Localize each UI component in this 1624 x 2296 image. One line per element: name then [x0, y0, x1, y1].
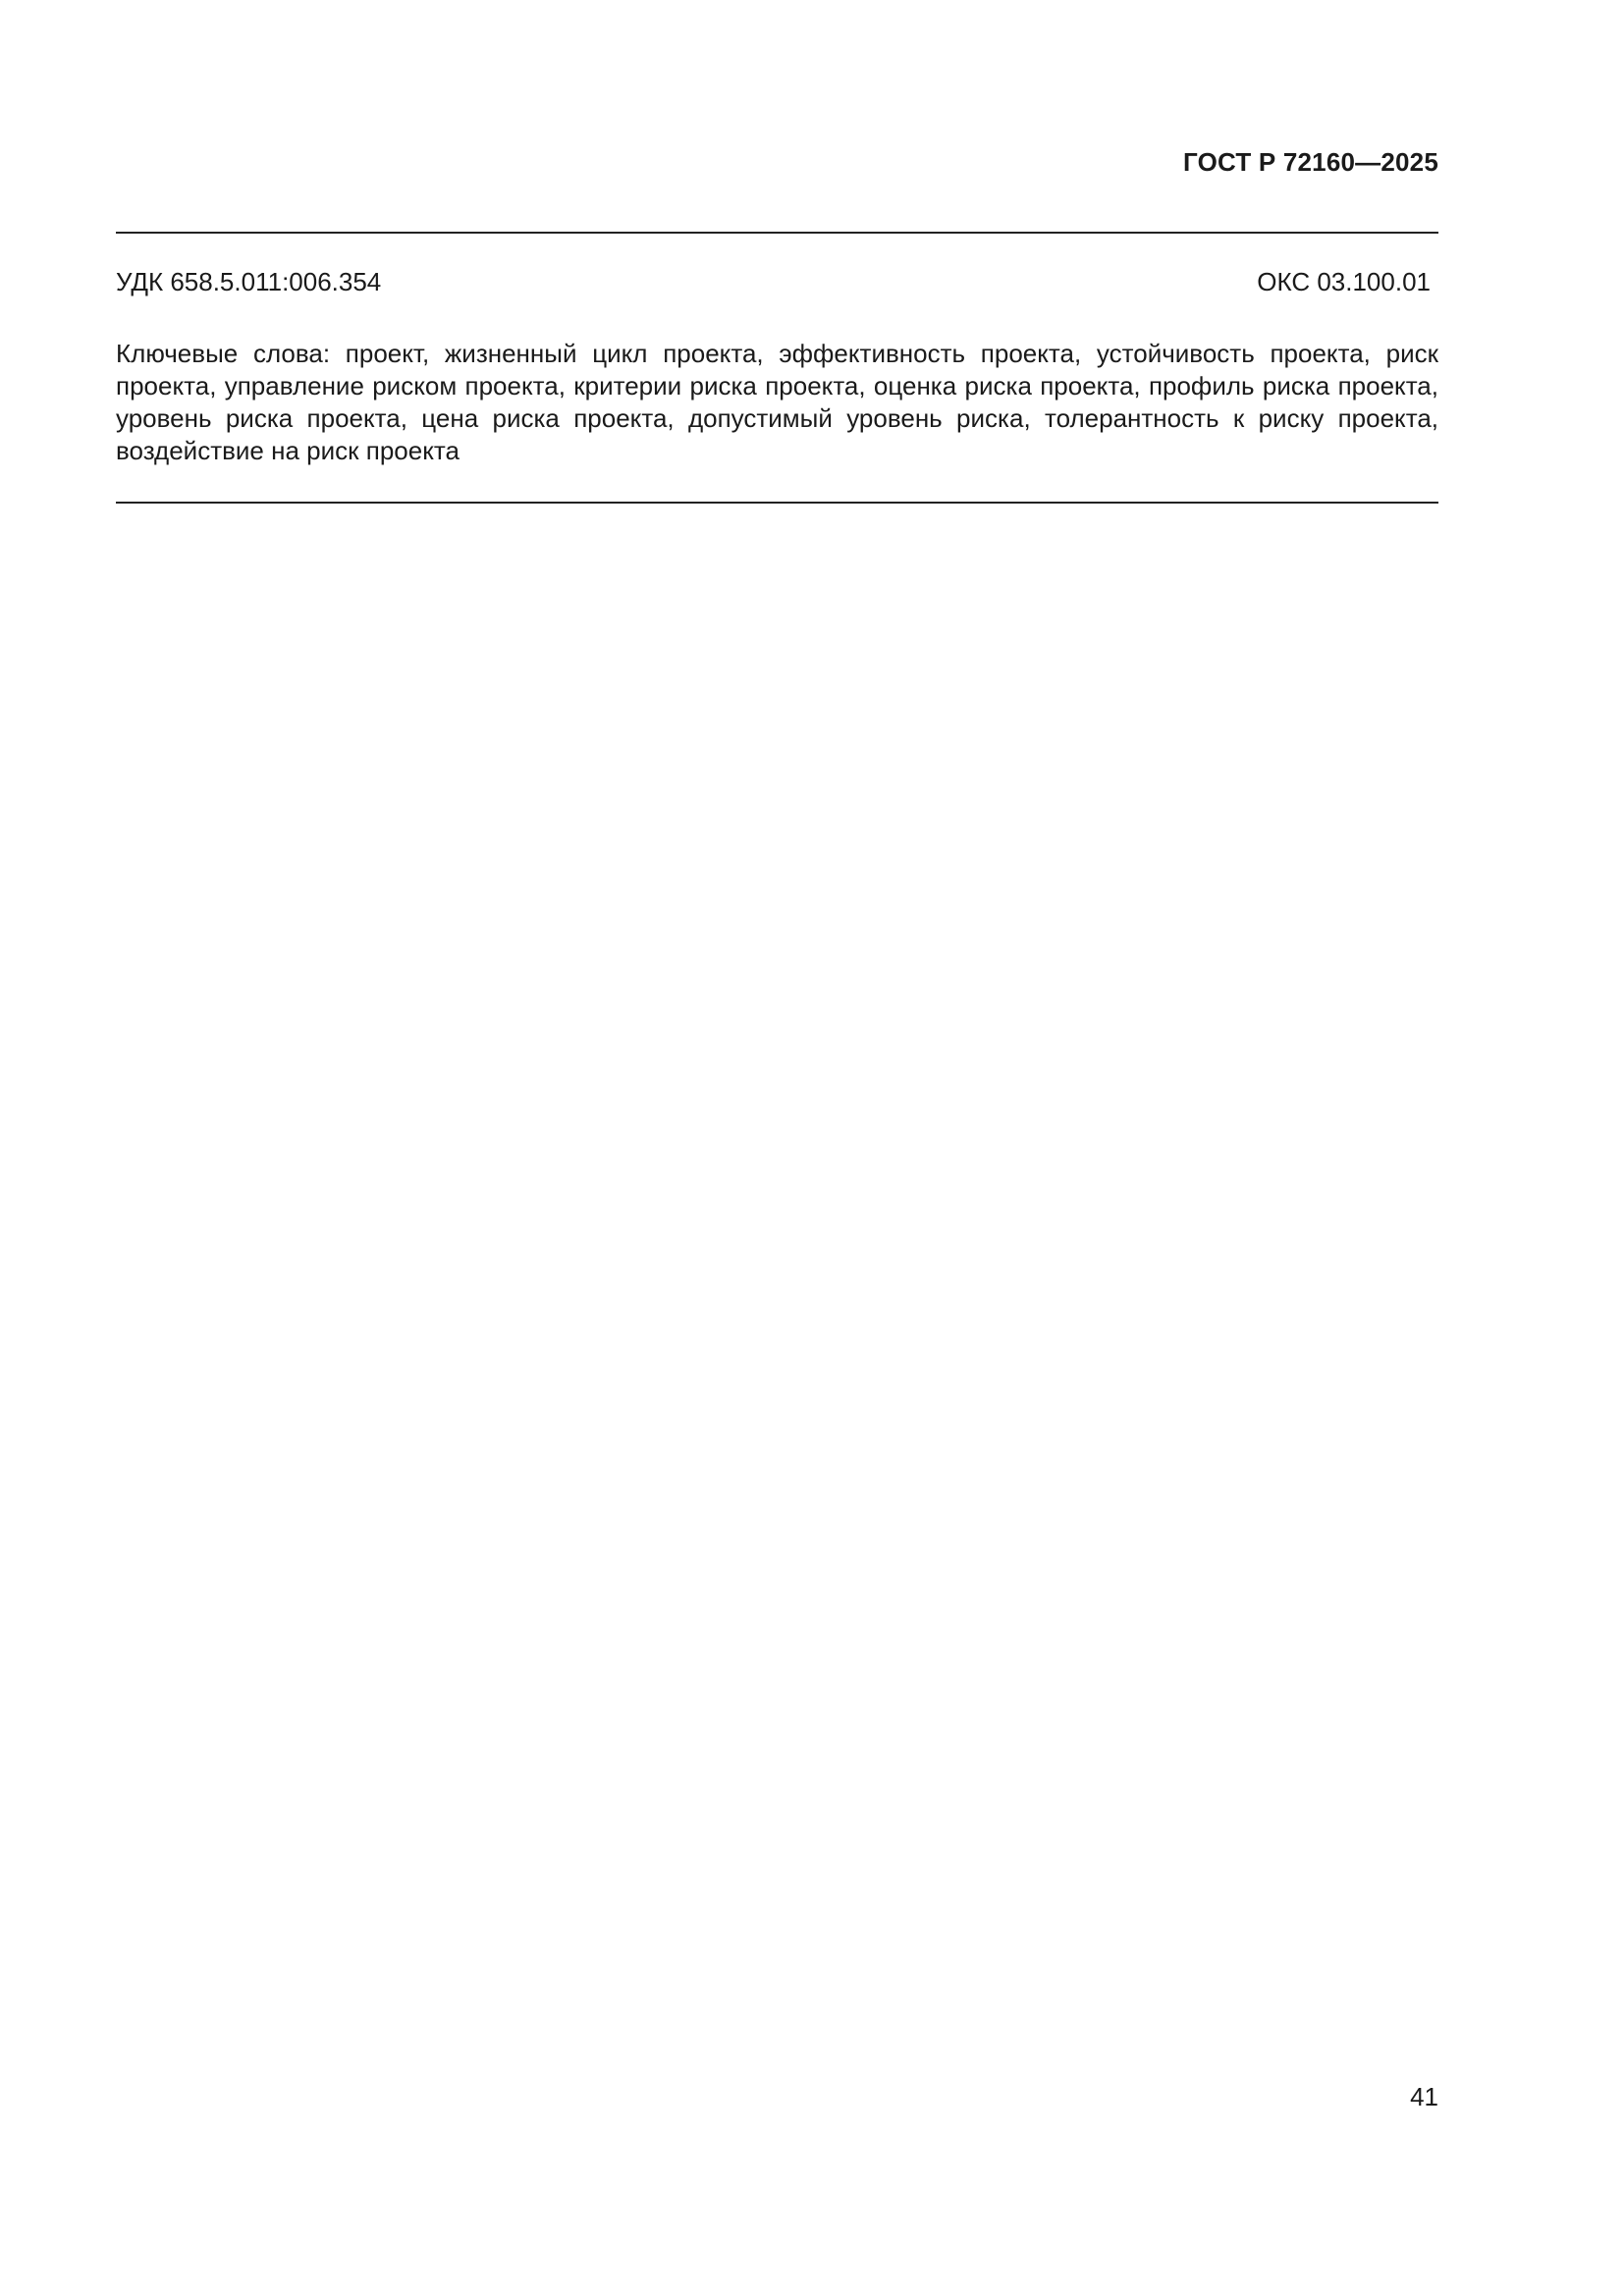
oks-code: ОКС 03.100.01	[1257, 267, 1431, 296]
page-number: 41	[1410, 2082, 1438, 2111]
udk-code: УДК 658.5.011:006.354	[116, 267, 382, 296]
standard-id-header: ГОСТ Р 72160—2025	[1183, 147, 1438, 177]
keywords-paragraph: Ключевые слова: проект, жизненный цикл проекта, эффективность проекта, устойчивость проекта, риск проекта, управление риском проекта, критерии риска проекта, оценка риска проекта, профиль риска проекта, уровень риска проекта, цена риска проекта, допустимый уровень риска, толерантность к риску проекта, воздействие на риск проекта	[116, 339, 1438, 465]
top-divider	[116, 232, 1438, 234]
bottom-divider	[116, 502, 1438, 504]
